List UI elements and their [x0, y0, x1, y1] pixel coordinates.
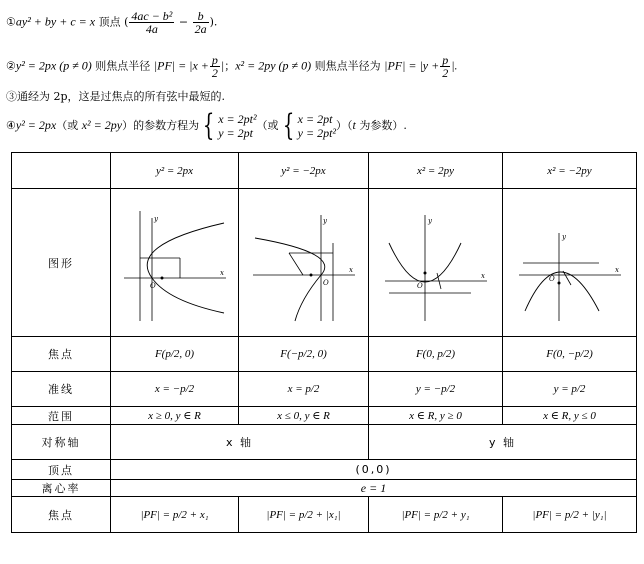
focal-radius-row	[12, 497, 637, 533]
svg-text:x: x	[480, 271, 485, 280]
directrix-cell: x = −p/2	[111, 372, 239, 407]
focal-radius-cell: |PF| = p/2 + |x₁|	[239, 497, 369, 533]
svg-text:O: O	[322, 278, 329, 287]
svg-text:y: y	[561, 232, 566, 241]
row-label: 离心率	[12, 480, 111, 497]
graph-row	[12, 189, 637, 337]
axis-row	[12, 425, 637, 460]
range-row	[12, 407, 637, 425]
focus-cell: F(−p/2, 0)	[239, 337, 369, 372]
svg-text:O: O	[416, 281, 423, 290]
eccentricity-row	[12, 480, 637, 497]
range-cell: x ∈ R, y ≥ 0	[369, 407, 503, 425]
graph-y2-2px	[120, 203, 230, 323]
directrix-cell: y = −p/2	[369, 372, 503, 407]
focal-radius-cell: |PF| = p/2 + y₁	[369, 497, 503, 533]
directrix-cell: x = p/2	[239, 372, 369, 407]
focus-row	[12, 337, 637, 372]
corner-cell	[12, 153, 111, 189]
graph-cell	[369, 189, 503, 337]
eccentricity-cell: e = 1	[111, 480, 637, 497]
directrix-cell: y = p/2	[503, 372, 637, 407]
parabola-table	[11, 152, 637, 533]
range-cell: x ≤ 0, y ∈ R	[239, 407, 369, 425]
focal-radius-cell: |PF| = p/2 + |y₁|	[503, 497, 637, 533]
svg-text:x: x	[219, 268, 224, 277]
row-label: 对称轴	[12, 425, 111, 460]
row-label: 范围	[12, 407, 111, 425]
svg-text:y: y	[427, 216, 432, 225]
vertex-cell: (0,0)	[111, 460, 637, 480]
graph-x2-2py	[381, 203, 491, 323]
graph-x2-neg2py	[515, 203, 625, 323]
svg-text:x: x	[348, 265, 353, 274]
svg-text:x: x	[614, 265, 619, 274]
axis-cell-x: x 轴	[111, 425, 369, 460]
header-cell: y² = 2px	[111, 153, 239, 189]
note-4: ④y² = 2px（或 x² = 2py）的参数方程为 { x = 2pt² y = 2pt（或 { x = 2pt y = 2pt²）（t 为参数）.	[6, 108, 407, 143]
graph-y2-neg2px	[249, 203, 359, 323]
svg-text:y: y	[322, 216, 327, 225]
focal-radius-cell: |PF| = p/2 + x₁	[111, 497, 239, 533]
focus-cell: F(0, p/2)	[369, 337, 503, 372]
directrix-row	[12, 372, 637, 407]
header-cell: x² = −2py	[503, 153, 637, 189]
note-2: ②y² = 2px (p ≠ 0) 则焦点半径 |PF| = |x + $\frac{p}{2}$ |；x² = 2py (p ≠ 0) 则焦点半径为 |PF| = |y + $\frac{p}{2}$ |.	[6, 53, 458, 80]
header-cell: y² = −2px	[239, 153, 369, 189]
focus-cell: F(0, −p/2)	[503, 337, 637, 372]
focus-cell: F(p/2, 0)	[111, 337, 239, 372]
row-label: 焦点	[12, 497, 111, 533]
graph-cell	[239, 189, 369, 337]
row-label: 焦点	[12, 337, 111, 372]
note-1: ①ay² + by + c = x 顶点 ( $\frac{\text{4ac − b²}}{4a}$ − $\frac{b}{2a}$ ).	[6, 9, 218, 36]
vertex-row	[12, 460, 637, 480]
row-label: 图形	[12, 189, 111, 337]
svg-text:y: y	[153, 214, 158, 223]
header-cell: x² = 2py	[369, 153, 503, 189]
row-label: 准线	[12, 372, 111, 407]
header-row	[12, 153, 637, 189]
note-3: ③通经为 2p，这是过焦点的所有弦中最短的.	[6, 90, 226, 103]
svg-text:O: O	[548, 274, 555, 283]
axis-cell-y: y 轴	[369, 425, 637, 460]
row-label: 顶点	[12, 460, 111, 480]
svg-text:O: O	[149, 281, 156, 290]
range-cell: x ∈ R, y ≤ 0	[503, 407, 637, 425]
graph-cell	[503, 189, 637, 337]
range-cell: x ≥ 0, y ∈ R	[111, 407, 239, 425]
graph-cell	[111, 189, 239, 337]
